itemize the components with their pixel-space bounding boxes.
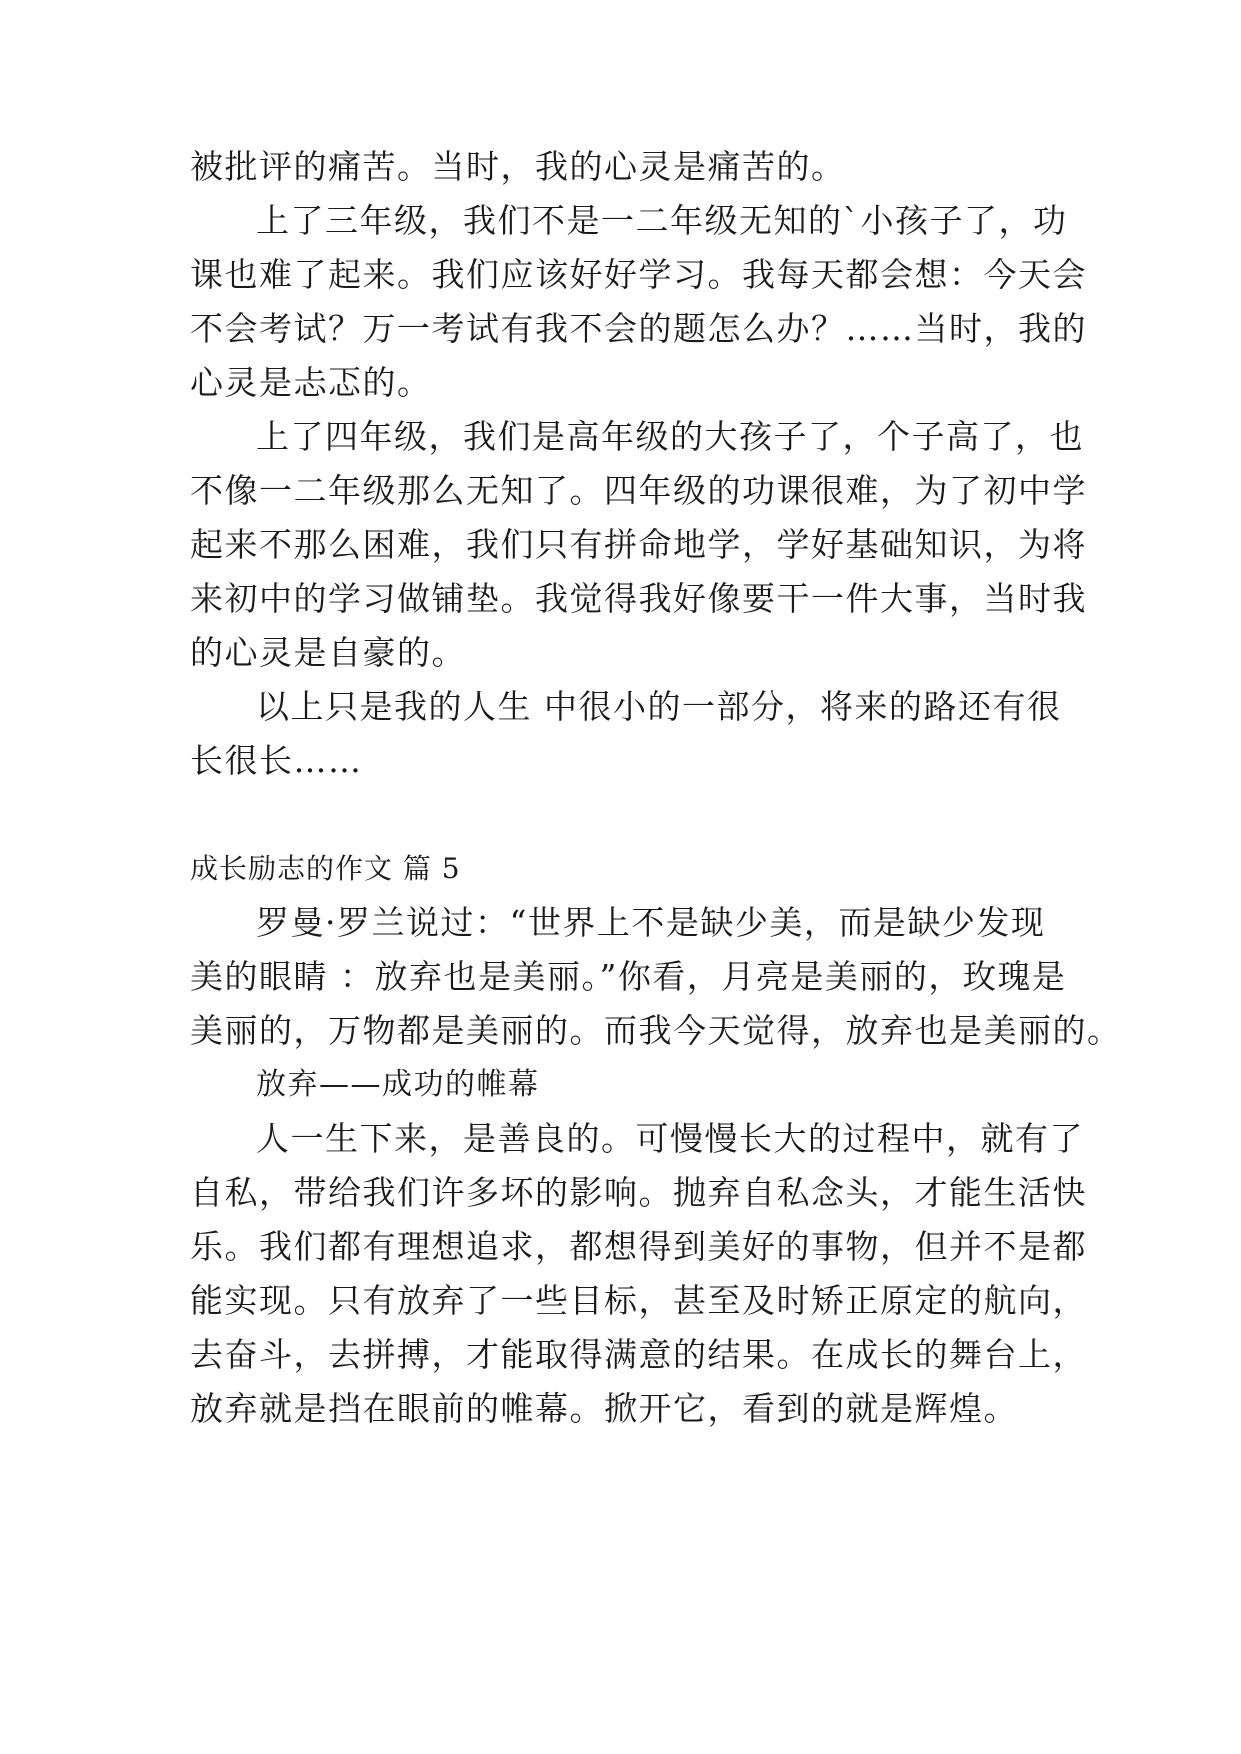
paragraph-line: 放弃就是挡在眼前的帷幕。掀开它，看到的就是辉煌。	[190, 1389, 1018, 1428]
section-title: 成长励志的作文 篇 5	[190, 852, 461, 885]
paragraph-line: 长很长……	[190, 741, 363, 780]
paragraph-line: 上了四年级，我们是高年级的大孩子了，个子高了，也	[256, 417, 1084, 456]
paragraph-line: 能实现。只有放弃了一些目标，甚至及时矫正原定的航向，	[190, 1281, 1087, 1320]
subheading: 放弃——成功的帷幕	[256, 1067, 540, 1102]
paragraph-line: 乐。我们都有理想追求，都想得到美好的事物，但并不是都	[190, 1227, 1087, 1266]
paragraph-line: 罗曼·罗兰说过：“世界上不是缺少美，而是缺少发现	[256, 903, 1046, 942]
paragraph-line: 课也难了起来。我们应该好好学习。我每天都会想：今天会	[190, 255, 1087, 294]
paragraph-line: 以上只是我的人生 中很小的一部分，将来的路还有很	[256, 687, 1062, 726]
paragraph-line: 不会考试？万一考试有我不会的题怎么办？……当时，我的	[190, 309, 1087, 348]
paragraph-line: 上了三年级，我们不是一二年级无知的`小孩子了，功	[256, 201, 1068, 240]
paragraph-line: 人一生下来，是善良的。可慢慢长大的过程中，就有了	[256, 1119, 1084, 1158]
paragraph-line: 不像一二年级那么无知了。四年级的功课很难，为了初中学	[190, 471, 1087, 510]
paragraph-line: 去奋斗，去拼搏，才能取得满意的结果。在成长的舞台上，	[190, 1335, 1087, 1374]
paragraph-line: 来初中的学习做铺垫。我觉得我好像要干一件大事，当时我	[190, 579, 1087, 618]
paragraph-line: 的心灵是自豪的。	[190, 633, 466, 672]
paragraph-line: 自私，带给我们许多坏的影响。抛弃自私念头，才能生活快	[190, 1173, 1087, 1212]
paragraph-line: 起来不那么困难，我们只有拼命地学，学好基础知识，为将	[190, 525, 1087, 564]
paragraph-line: 美的眼睛 ：放弃也是美丽。”你看，月亮是美丽的，玫瑰是	[190, 957, 1067, 996]
paragraph-line: 心灵是忐忑的。	[190, 363, 432, 402]
paragraph-line: 美丽的，万物都是美丽的。而我今天觉得，放弃也是美丽的。	[190, 1011, 1122, 1050]
paragraph-line: 被批评的痛苦。当时，我的心灵是痛苦的。	[190, 147, 846, 186]
